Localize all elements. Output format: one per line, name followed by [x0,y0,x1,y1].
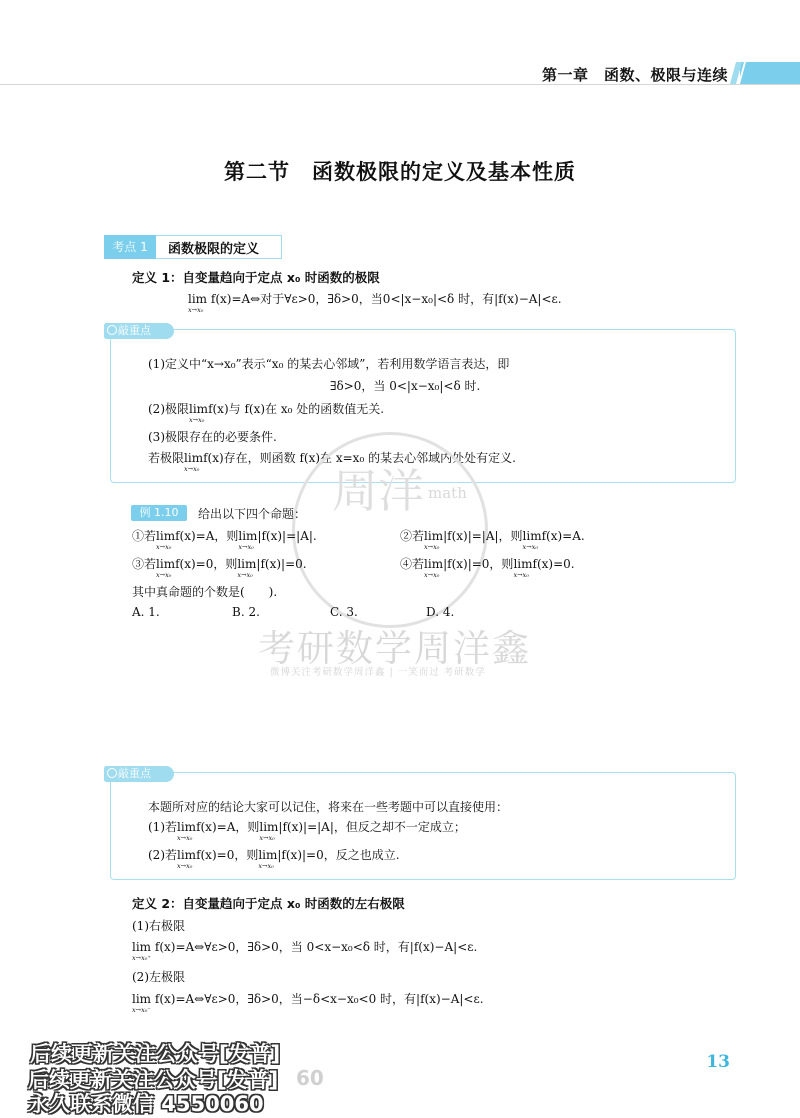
example-stem: 给出以下四个命题： [198,507,307,521]
box2-line-2: (1)若lim x→x₀ f(x)=A，则lim x→x₀ |f(x)|=|A|，但反之却不一定成立； [148,820,466,842]
option-d: D. 4. [426,605,455,619]
example-label: 例 1.10 [131,505,187,521]
box1-line-2: ∃δ>0，当 0<|x−x₀|<δ 时. [330,379,481,393]
proposition-2: ②若lim x→x₀ |f(x)|=|A|，则lim x→x₀ f(x)=A. [400,529,585,551]
key-point-tag-1: 敲重点 [104,323,174,339]
overlay-line-3: 永久联系微信 4550060 [28,1092,264,1116]
definition-1-formula: lim x→x₀ f(x)=A⇔对于∀ε>0，∃δ>0，当0<|x−x₀|<δ 时，有|f(x)−A|<ε. [188,292,562,314]
box1-line-1: (1)定义中“x→x₀”表示“x₀ 的某去心邻域”，若利用数学语言表达，即 [148,357,510,371]
definition-2-heading: 定义 2：自变量趋向于定点 x₀ 时函数的左右极限 [132,896,405,911]
watermark-math: math [428,484,467,502]
topic-label: 考点 1 [104,235,156,259]
example-question: 其中真命题的个数是( ). [132,585,278,599]
running-header: 第一章 函数、极限与连续 [541,66,728,84]
box1-line-3: (2)极限lim x→x₀ f(x)与 f(x)在 x₀ 处的函数值无关. [148,402,385,424]
proposition-4: ④若lim x→x₀ |f(x)|=0，则lim x→x₀ f(x)=0. [400,557,575,579]
check-circle-icon [107,325,117,335]
proposition-3: ③若lim x→x₀ f(x)=0，则lim x→x₀ |f(x)|=0. [132,557,307,579]
proposition-1: ①若lim x→x₀ f(x)=A，则lim x→x₀ |f(x)|=|A|. [132,529,317,551]
watermark-subtitle: 微博关注考研数学周洋鑫 | 一笑而过 考研数学 [270,667,486,678]
overlay-ghost-digits: 60 [296,1066,324,1090]
page-number: 13 [706,1052,730,1072]
header-stripe-icon [730,62,746,84]
topic-title: 函数极限的定义 [168,242,260,257]
overlay-line-2: 后续更新关注公众号[发普] [28,1068,279,1092]
section-title: 第二节 函数极限的定义及基本性质 [224,160,576,184]
watermark-seal-text: 周洋 [332,464,424,518]
left-limit-label: (2)左极限 [132,970,185,984]
definition-1-heading: 定义 1：自变量趋向于定点 x₀ 时函数的极限 [132,270,380,285]
right-limit-label: (1)右极限 [132,919,185,933]
box2-line-3: (2)若lim x→x₀ f(x)=0，则lim x→x₀ |f(x)|=0，反之也成立. [148,848,400,870]
header-accent-tab [740,62,800,84]
option-a: A. 1. [132,605,160,619]
left-limit-formula: lim x→x₀⁻ f(x)=A⇔∀ε>0，∃δ>0，当−δ<x−x₀<0 时，有|f(x)−A|<ε. [132,992,484,1014]
overlay-line-1: 后续更新关注公众号[发普] [30,1042,281,1066]
box1-line-5: 若极限lim x→x₀ f(x)存在，则函数 f(x)在 x=x₀ 的某去心邻域内处处有定义. [148,451,516,473]
watermark-title: 考研数学周洋鑫 [258,627,531,670]
key-point-tag-2: 敲重点 [104,766,174,782]
limit-operator: lim x→x₀ [188,292,208,314]
option-c: C. 3. [330,605,358,619]
check-circle-icon [107,768,117,778]
right-limit-formula: lim x→x₀⁺ f(x)=A⇔∀ε>0，∃δ>0，当 0<x−x₀<δ 时，有|f(x)−A|<ε. [132,940,478,962]
option-b: B. 2. [232,605,260,619]
box2-line-1: 本题所对应的结论大家可以记住，将来在一些考题中可以直接使用： [148,800,509,814]
box1-line-4: (3)极限存在的必要条件. [148,430,277,444]
